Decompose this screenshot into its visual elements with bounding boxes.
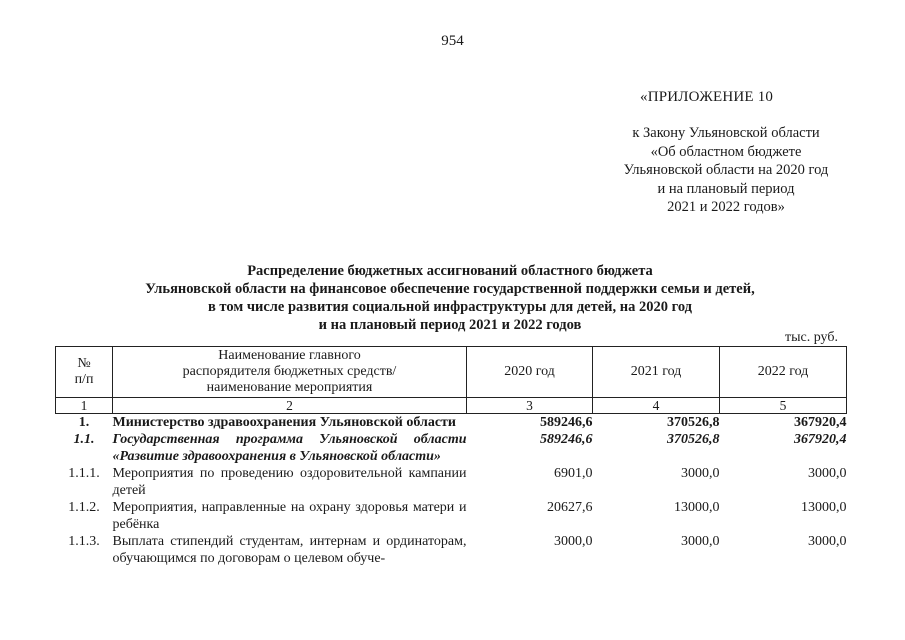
table-row xyxy=(56,431,847,465)
header-number-line: № xyxy=(77,356,91,371)
header-number xyxy=(56,347,113,398)
row-name: Выплата стипендий студентам, интернам и ординаторам, обучающимся по договорам о целевом обуче- xyxy=(112,534,467,566)
document-title xyxy=(100,262,800,334)
column-number-row xyxy=(56,398,847,414)
appendix-reference xyxy=(600,124,852,217)
title-line: Ульяновской области на финансовое обеспечение государственной поддержки семьи и детей, xyxy=(145,281,755,297)
row-value-2020: 6901,0 xyxy=(554,466,593,481)
appendix-title: «ПРИЛОЖЕНИЕ 10 xyxy=(640,89,774,105)
table-header-row xyxy=(56,347,847,398)
header-name-line: распорядителя бюджетных средств/ xyxy=(182,364,397,379)
header-year-2021: 2021 год xyxy=(593,347,720,398)
title-line: в том числе развития социальной инфраструктуры для детей, на 2020 год xyxy=(207,299,693,315)
row-name: Государственная программа Ульяновской области «Развитие здравоохранения в Ульяновской области» xyxy=(112,432,467,464)
row-name: Министерство здравоохранения Ульяновской области xyxy=(112,415,456,430)
appendix-ref-line: к Закону Ульяновской области xyxy=(632,125,820,141)
column-number: 1 xyxy=(56,398,113,414)
row-value-2022: 3000,0 xyxy=(808,534,847,549)
header-name-line: Наименование главного xyxy=(218,348,361,363)
row-value-2020: 20627,6 xyxy=(547,500,593,515)
row-value-2022: 367920,4 xyxy=(794,415,847,430)
column-number: 5 xyxy=(720,398,847,414)
title-line: Распределение бюджетных ассигнований областного бюджета xyxy=(247,263,653,279)
row-number: 1.1.3. xyxy=(68,534,100,549)
row-value-2020: 589246,6 xyxy=(540,415,593,430)
row-number: 1.1. xyxy=(73,432,95,447)
header-number-line: п/п xyxy=(74,372,94,387)
appendix-ref-line: Ульяновской области на 2020 год xyxy=(623,162,829,178)
row-value-2021: 370526,8 xyxy=(667,432,720,447)
row-name: Мероприятия, направленные на охрану здоровья матери и ребёнка xyxy=(112,500,467,532)
units-label: тыс. руб. xyxy=(785,330,838,345)
row-value-2022: 13000,0 xyxy=(801,500,847,515)
row-value-2021: 13000,0 xyxy=(674,500,720,515)
header-name xyxy=(113,347,467,398)
table-row xyxy=(56,499,847,533)
budget-table xyxy=(55,346,847,567)
table-row xyxy=(56,533,847,567)
appendix-ref-line: «Об областном бюджете xyxy=(650,143,802,160)
header-name-line: наименование мероприятия xyxy=(206,380,373,395)
table-row xyxy=(56,465,847,499)
row-name: Мероприятия по проведению оздоровительной кампании детей xyxy=(112,466,467,498)
table-row xyxy=(56,414,847,432)
row-value-2022: 3000,0 xyxy=(808,466,847,481)
row-value-2021: 3000,0 xyxy=(681,534,720,549)
column-number: 2 xyxy=(113,398,467,414)
row-number: 1. xyxy=(78,415,90,430)
row-number: 1.1.1. xyxy=(68,466,100,481)
row-value-2021: 370526,8 xyxy=(667,415,720,430)
column-number: 4 xyxy=(593,398,720,414)
title-line: и на плановый период 2021 и 2022 годов xyxy=(318,317,582,333)
header-year-2020: 2020 год xyxy=(467,347,593,398)
page-number: 954 xyxy=(441,33,464,49)
column-number: 3 xyxy=(467,398,593,414)
row-value-2021: 3000,0 xyxy=(681,466,720,481)
row-number: 1.1.2. xyxy=(68,500,100,515)
header-year-2022: 2022 год xyxy=(720,347,847,398)
appendix-ref-line: и на плановый период xyxy=(657,180,795,197)
row-value-2020: 589246,6 xyxy=(540,432,593,447)
appendix-ref-line: 2021 и 2022 годов» xyxy=(667,199,785,215)
row-value-2020: 3000,0 xyxy=(554,534,593,549)
row-value-2022: 367920,4 xyxy=(794,432,847,447)
